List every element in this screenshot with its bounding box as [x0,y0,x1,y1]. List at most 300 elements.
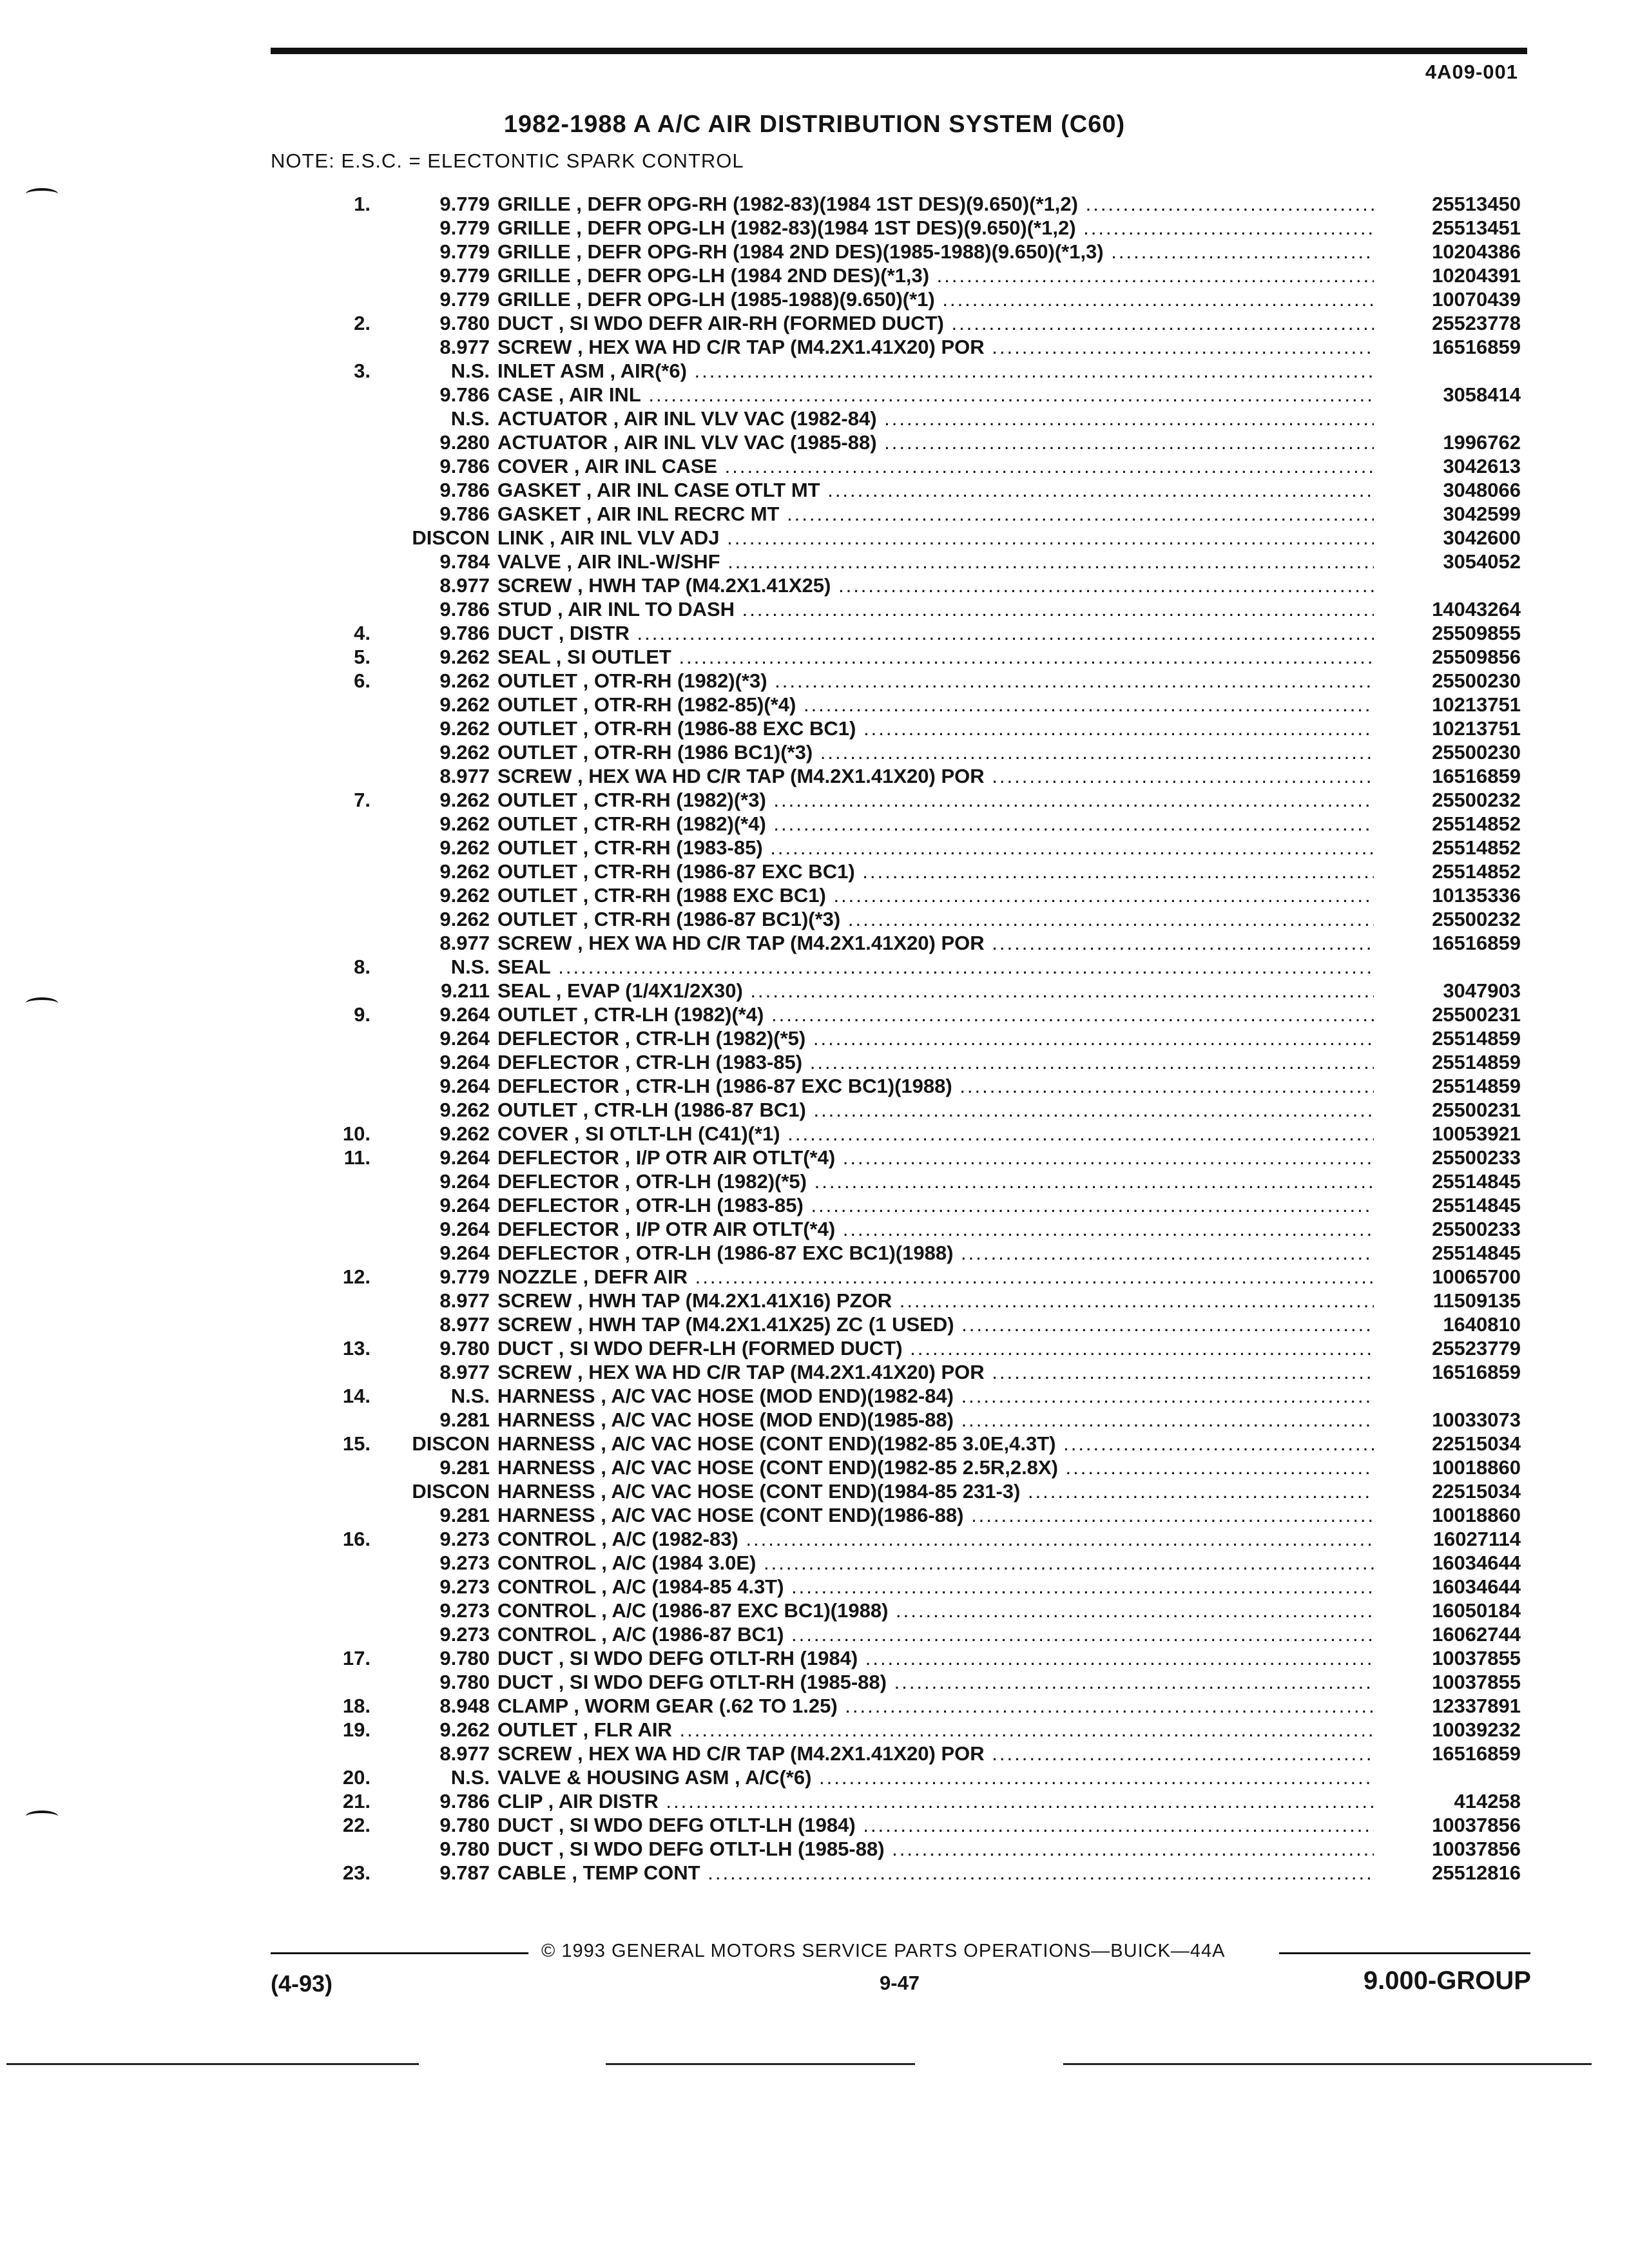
part-ref-number: 23. [342,1861,371,1884]
part-description: OUTLET , OTR-RH (1982)(*3) ..... [497,669,1374,693]
part-number: 25514859 [1432,1027,1521,1050]
part-description: DEFLECTOR , CTR-LH (1983-85) ..... [497,1050,1374,1074]
part-group-number: N.S. [450,1385,490,1407]
part-row [271,1551,1521,1575]
part-number: 25514852 [1432,812,1521,835]
margin-mark [26,188,58,200]
part-group-number: 9.779 [439,1265,490,1288]
part-description: DEFLECTOR , OTR-LH (1986-87 EXC BC1)(1988) ..... [497,1241,1374,1265]
part-group-number: 9.784 [439,550,490,573]
part-description: OUTLET , CTR-RH (1982)(*3) ..... [497,788,1374,812]
part-description: DUCT , SI WDO DEFR-LH (FORMED DUCT) ..... [497,1336,1374,1360]
part-row [271,931,1521,955]
part-group-number: 9.779 [439,264,490,287]
part-number: 10039232 [1432,1718,1521,1741]
part-group-number: 9.264 [439,1170,490,1193]
part-description: OUTLET , OTR-RH (1982-85)(*4) ..... [497,693,1374,716]
part-ref-number: 12. [342,1265,371,1288]
part-description: DUCT , SI WDO DEFR AIR-RH (FORMED DUCT) ..... [497,311,1374,335]
part-number: 25523779 [1432,1337,1521,1360]
part-group-number: 9.780 [439,1647,490,1669]
part-description: COVER , SI OTLT-LH (C41)(*1) ..... [497,1122,1374,1146]
part-description: GRILLE , DEFR OPG-LH (1985-1988)(9.650)(*1) ..... [497,287,1374,311]
top-rule [271,48,1527,54]
part-ref-number: 10. [342,1122,371,1145]
part-description: SCREW , HEX WA HD C/R TAP (M4.2X1.41X20) POR ..... [497,764,1374,788]
part-number: 25500233 [1432,1218,1521,1240]
part-ref-number: 21. [342,1790,371,1812]
part-description: OUTLET , CTR-LH (1982)(*4) ..... [497,1003,1374,1026]
part-group-number: DISCON [412,526,490,549]
part-group-number: 9.780 [439,1838,490,1860]
part-ref-number: 18. [342,1695,371,1717]
part-description: SCREW , HEX WA HD C/R TAP (M4.2X1.41X20) POR ..... [497,335,1374,359]
part-description: SEAL ..... [497,955,1374,979]
part-row [271,454,1521,478]
part-description: CASE , AIR INL ..... [497,383,1374,407]
footer-copyright: © 1993 GENERAL MOTORS SERVICE PARTS OPERATIONS—BUICK—44A [541,1941,1226,1961]
part-row [271,1742,1521,1765]
part-group-number: 9.262 [439,741,490,764]
part-number: 25513450 [1432,193,1521,215]
part-number: 25514859 [1432,1075,1521,1097]
part-group-number: 9.262 [439,884,490,907]
part-description: ACTUATOR , AIR INL VLV VAC (1985-88) ..... [497,430,1374,454]
part-group-number: 9.262 [439,836,490,859]
part-number: 10018860 [1432,1504,1521,1526]
part-number: 22515034 [1432,1432,1521,1455]
part-description: HARNESS , A/C VAC HOSE (MOD END)(1982-84) ..... [497,1384,1374,1408]
part-group-number: 9.262 [439,812,490,835]
part-row [271,788,1521,812]
part-group-number: 9.262 [439,717,490,740]
part-row [271,573,1521,597]
part-description: SCREW , HEX WA HD C/R TAP (M4.2X1.41X20) POR ..... [497,1742,1374,1765]
part-group-number: N.S. [450,956,490,978]
part-group-number: 9.787 [439,1861,490,1884]
part-group-number: 9.779 [439,193,490,215]
part-group-number: 9.264 [439,1075,490,1097]
part-ref-number: 13. [342,1337,371,1360]
part-row [271,1289,1521,1312]
footer-page-number: 9-47 [880,1972,920,1994]
part-number: 12337891 [1432,1695,1521,1717]
part-description: CONTROL , A/C (1984 3.0E) ..... [497,1551,1374,1575]
part-row [271,359,1521,383]
bottom-rule [1063,2063,1592,2065]
part-number: 25500231 [1432,1003,1521,1026]
part-group-number: 9.264 [439,1051,490,1073]
part-description: SCREW , HWH TAP (M4.2X1.41X16) PZOR ..... [497,1289,1374,1312]
part-group-number: 9.273 [439,1623,490,1646]
part-ref-number: 4. [354,622,371,644]
part-group-number: 8.948 [439,1695,490,1717]
part-row [271,311,1521,335]
part-group-number: 9.779 [439,216,490,239]
part-group-number: N.S. [450,1766,490,1789]
part-group-number: 9.786 [439,598,490,620]
part-group-number: 9.262 [439,789,490,811]
part-number: 11509135 [1432,1289,1521,1312]
part-number: 25514859 [1432,1051,1521,1073]
part-ref-number: 8. [354,956,371,978]
part-row [271,1169,1521,1193]
part-description: HARNESS , A/C VAC HOSE (MOD END)(1985-88) ..... [497,1408,1374,1432]
part-ref-number: 17. [342,1647,371,1669]
part-row [271,883,1521,907]
part-group-number: 9.786 [439,622,490,644]
part-ref-number: 14. [342,1385,371,1407]
part-row [271,1265,1521,1289]
part-group-number: 9.262 [439,860,490,883]
part-number: 16050184 [1432,1599,1521,1622]
part-group-number: 9.262 [439,646,490,668]
part-description: CLAMP , WORM GEAR (.62 TO 1.25) ..... [497,1694,1374,1718]
part-group-number: 9.264 [439,1003,490,1026]
part-ref-number: 5. [354,646,371,668]
part-row [271,1336,1521,1360]
part-description: HARNESS , A/C VAC HOSE (CONT END)(1982-85 2.5R,2.8X) ..... [497,1456,1374,1479]
part-description: OUTLET , FLR AIR ..... [497,1718,1374,1742]
footer-group: 9.000-GROUP [1363,1966,1531,1995]
footer-date: (4-93) [271,1970,333,1997]
part-row [271,550,1521,573]
part-group-number: 9.786 [439,383,490,406]
part-number: 25500232 [1432,789,1521,811]
part-description: SCREW , HWH TAP (M4.2X1.41X25) ZC (1 USED) ..... [497,1312,1374,1336]
part-description: VALVE , AIR INL-W/SHF ..... [497,550,1374,573]
part-group-number: 9.786 [439,455,490,477]
part-group-number: DISCON [412,1432,490,1455]
part-description: HARNESS , A/C VAC HOSE (CONT END)(1984-85 231-3) ..... [497,1479,1374,1503]
part-description: HARNESS , A/C VAC HOSE (CONT END)(1982-85 3.0E,4.3T) ..... [497,1432,1374,1456]
bottom-rule [6,2063,419,2065]
part-number: 10204386 [1432,240,1521,263]
part-row [271,526,1521,550]
part-row [271,1670,1521,1694]
part-group-number: 9.273 [439,1599,490,1622]
part-number: 10070439 [1432,288,1521,311]
part-number: 25509855 [1432,622,1521,644]
footer-rule-left [271,1952,528,1954]
part-group-number: 8.977 [439,765,490,787]
part-row [271,383,1521,407]
part-row [271,1694,1521,1718]
part-ref-number: 6. [354,669,371,692]
part-group-number: 9.211 [441,979,490,1002]
part-group-number: 8.977 [439,574,490,597]
part-description: DEFLECTOR , CTR-LH (1986-87 EXC BC1)(1988) ..... [497,1074,1374,1098]
part-row [271,1456,1521,1479]
part-description: OUTLET , CTR-RH (1988 EXC BC1) ..... [497,883,1374,907]
part-description: STUD , AIR INL TO DASH ..... [497,597,1374,621]
part-number: 25509856 [1432,646,1521,668]
part-row [271,812,1521,836]
part-description: DEFLECTOR , OTR-LH (1983-85) ..... [497,1193,1374,1217]
part-row [271,955,1521,979]
part-row [271,645,1521,669]
part-row [271,1312,1521,1336]
part-description: CABLE , TEMP CONT ..... [497,1861,1374,1885]
part-group-number: 8.977 [439,932,490,954]
part-number: 10018860 [1432,1456,1521,1479]
part-row [271,1241,1521,1265]
part-group-number: 9.262 [439,1099,490,1121]
part-number: 10135336 [1432,884,1521,907]
part-number: 10037856 [1432,1838,1521,1860]
part-description: SCREW , HEX WA HD C/R TAP (M4.2X1.41X20) POR ..... [497,931,1374,955]
part-ref-number: 15. [342,1432,371,1455]
part-row [271,1193,1521,1217]
part-row [271,1098,1521,1122]
part-description: INLET ASM , AIR(*6) ..... [497,359,1374,383]
part-row [271,1646,1521,1670]
part-group-number: 9.262 [439,908,490,930]
part-number: 25500231 [1432,1099,1521,1121]
part-row [271,1527,1521,1551]
part-group-number: 9.786 [439,479,490,501]
part-number: 16516859 [1432,1742,1521,1765]
part-number: 16516859 [1432,932,1521,954]
part-row [271,597,1521,621]
part-number: 16516859 [1432,336,1521,358]
part-row [271,1074,1521,1098]
part-group-number: 9.281 [439,1504,490,1526]
part-group-number: 9.786 [439,1790,490,1812]
part-number: 10213751 [1432,693,1521,716]
part-description: GRILLE , DEFR OPG-RH (1984 2ND DES)(1985-1988)(9.650)(*1,3) ..... [497,240,1374,264]
part-description: OUTLET , CTR-RH (1983-85) ..... [497,836,1374,860]
part-number: 25523778 [1432,312,1521,334]
part-number: 3047903 [1443,979,1521,1002]
part-description: CONTROL , A/C (1986-87 BC1) ..... [497,1622,1374,1646]
note: NOTE: E.S.C. = ELECTONTIC SPARK CONTROL [271,149,744,172]
part-number: 25514852 [1432,860,1521,883]
part-row [271,216,1521,240]
part-group-number: 9.262 [439,693,490,716]
part-description: DUCT , SI WDO DEFG OTLT-RH (1984) ..... [497,1646,1374,1670]
page-code: 4A09-001 [1425,61,1518,83]
part-ref-number: 11. [343,1146,371,1169]
part-number: 3042613 [1443,455,1521,477]
part-group-number: 9.264 [439,1218,490,1240]
part-number: 25500230 [1432,741,1521,764]
part-number: 414258 [1454,1790,1521,1812]
part-group-number: 9.264 [439,1242,490,1264]
part-number: 10065700 [1432,1265,1521,1288]
part-number: 10053921 [1432,1122,1521,1145]
part-description: OUTLET , OTR-RH (1986 BC1)(*3) ..... [497,740,1374,764]
part-number: 25500233 [1432,1146,1521,1169]
part-row [271,407,1521,430]
part-description: CLIP , AIR DISTR ..... [497,1789,1374,1813]
part-description: SCREW , HEX WA HD C/R TAP (M4.2X1.41X20) POR ..... [497,1360,1374,1384]
part-row [271,335,1521,359]
part-number: 16062744 [1432,1623,1521,1646]
part-description: CONTROL , A/C (1984-85 4.3T) ..... [497,1575,1374,1599]
part-ref-number: 19. [342,1718,371,1741]
part-row [271,478,1521,502]
part-description: SEAL , EVAP (1/4X1/2X30) ..... [497,979,1374,1003]
margin-mark [26,1811,58,1822]
part-group-number: 9.786 [439,503,490,525]
part-ref-number: 1. [354,193,371,215]
part-number: 3058414 [1443,383,1521,406]
part-row [271,1122,1521,1146]
part-number: 10037856 [1432,1814,1521,1836]
part-group-number: 8.977 [439,336,490,358]
part-number: 25514845 [1432,1242,1521,1264]
part-number: 16034644 [1432,1575,1521,1598]
part-row [271,240,1521,264]
part-number: 16034644 [1432,1552,1521,1574]
part-group-number: N.S. [450,360,490,382]
part-group-number: 9.280 [439,431,490,454]
part-description: OUTLET , CTR-LH (1986-87 BC1) ..... [497,1098,1374,1122]
part-group-number: N.S. [450,407,490,430]
part-description: DEFLECTOR , OTR-LH (1982)(*5) ..... [497,1169,1374,1193]
part-row [271,1384,1521,1408]
part-group-number: 8.977 [439,1313,490,1336]
part-number: 3042599 [1443,503,1521,525]
part-group-number: 9.273 [439,1528,490,1550]
part-group-number: 9.780 [439,312,490,334]
part-ref-number: 3. [354,360,371,382]
parts-list [271,192,1521,1885]
part-group-number: 9.281 [439,1456,490,1479]
part-row [271,1575,1521,1599]
part-description: GRILLE , DEFR OPG-LH (1984 2ND DES)(*1,3) ..... [497,264,1374,287]
part-row [271,502,1521,526]
part-row [271,1718,1521,1742]
part-row [271,1360,1521,1384]
part-description: GRILLE , DEFR OPG-LH (1982-83)(1984 1ST DES)(9.650)(*1,2) ..... [497,216,1374,240]
part-number: 25500232 [1432,908,1521,930]
part-row [271,740,1521,764]
part-row [271,1622,1521,1646]
part-row [271,1861,1521,1885]
part-number: 1996762 [1443,431,1521,454]
part-number: 25500230 [1432,669,1521,692]
part-number: 10037855 [1432,1647,1521,1669]
part-description: LINK , AIR INL VLV ADJ ..... [497,526,1374,550]
part-number: 25512816 [1432,1861,1521,1884]
part-row [271,907,1521,931]
part-row [271,1003,1521,1026]
part-description: DEFLECTOR , I/P OTR AIR OTLT(*4) ..... [497,1146,1374,1169]
part-row [271,1408,1521,1432]
part-group-number: 9.262 [439,669,490,692]
part-description: GASKET , AIR INL RECRC MT ..... [497,502,1374,526]
part-group-number: 9.281 [439,1408,490,1431]
part-row [271,979,1521,1003]
part-row [271,264,1521,287]
part-number: 10033073 [1432,1408,1521,1431]
part-description: OUTLET , CTR-RH (1986-87 EXC BC1) ..... [497,860,1374,883]
part-description: DUCT , SI WDO DEFG OTLT-LH (1985-88) ..... [497,1837,1374,1861]
part-row [271,1026,1521,1050]
part-number: 14043264 [1432,598,1521,620]
part-row [271,287,1521,311]
part-number: 25514852 [1432,836,1521,859]
part-group-number: 9.262 [439,1718,490,1741]
part-group-number: 9.780 [439,1814,490,1836]
part-group-number: 9.262 [439,1122,490,1145]
part-description: DEFLECTOR , I/P OTR AIR OTLT(*4) ..... [497,1217,1374,1241]
part-row [271,693,1521,716]
part-number: 25514845 [1432,1170,1521,1193]
part-group-number: 9.779 [439,240,490,263]
part-group-number: 8.977 [439,1361,490,1383]
part-group-number: 9.264 [439,1146,490,1169]
part-group-number: 9.780 [439,1671,490,1693]
bottom-rule [606,2063,915,2065]
part-row [271,669,1521,693]
part-description: NOZZLE , DEFR AIR ..... [497,1265,1374,1289]
part-description: SCREW , HWH TAP (M4.2X1.41X25) ..... [497,573,1374,597]
part-description: HARNESS , A/C VAC HOSE (CONT END)(1986-88) ..... [497,1503,1374,1527]
part-ref-number: 16. [342,1528,371,1550]
part-number: 3054052 [1443,550,1521,573]
part-number: 1640810 [1443,1313,1521,1336]
part-row [271,1789,1521,1813]
part-row [271,1765,1521,1789]
part-row [271,1432,1521,1456]
part-description: DUCT , DISTR ..... [497,621,1374,645]
part-description: DEFLECTOR , CTR-LH (1982)(*5) ..... [497,1026,1374,1050]
part-description: ACTUATOR , AIR INL VLV VAC (1982-84) ..... [497,407,1374,430]
part-description: GASKET , AIR INL CASE OTLT MT ..... [497,478,1374,502]
part-group-number: 9.264 [439,1194,490,1216]
part-row [271,1599,1521,1622]
part-description: DUCT , SI WDO DEFG OTLT-LH (1984) ..... [497,1813,1374,1837]
part-description: SEAL , SI OUTLET ..... [497,645,1374,669]
part-number: 3048066 [1443,479,1521,501]
part-description: VALVE & HOUSING ASM , A/C(*6) ..... [497,1765,1374,1789]
part-description: COVER , AIR INL CASE ..... [497,454,1374,478]
footer-rule-right [1279,1952,1530,1954]
part-number: 16027114 [1432,1528,1521,1550]
part-row [271,716,1521,740]
part-ref-number: 7. [354,789,371,811]
part-row [271,1837,1521,1861]
part-group-number: 9.780 [439,1337,490,1360]
part-number: 25514845 [1432,1194,1521,1216]
part-ref-number: 9. [354,1003,371,1026]
part-group-number: 9.273 [439,1575,490,1598]
part-row [271,1217,1521,1241]
part-number: 10037855 [1432,1671,1521,1693]
part-group-number: 8.977 [439,1289,490,1312]
part-row [271,1146,1521,1169]
part-description: GRILLE , DEFR OPG-RH (1982-83)(1984 1ST DES)(9.650)(*1,2) ..... [497,192,1374,216]
part-row [271,1050,1521,1074]
part-row [271,1503,1521,1527]
part-row [271,430,1521,454]
part-number: 16516859 [1432,765,1521,787]
part-row [271,621,1521,645]
part-description: DUCT , SI WDO DEFG OTLT-RH (1985-88) ..... [497,1670,1374,1694]
part-group-number: DISCON [412,1480,490,1503]
part-row [271,1479,1521,1503]
part-row [271,860,1521,883]
part-description: OUTLET , OTR-RH (1986-88 EXC BC1) ..... [497,716,1374,740]
part-ref-number: 20. [342,1766,371,1789]
part-number: 22515034 [1432,1480,1521,1503]
part-group-number: 9.273 [439,1552,490,1574]
part-description: CONTROL , A/C (1986-87 EXC BC1)(1988) ..... [497,1599,1374,1622]
page-title: 1982-1988 A A/C AIR DISTRIBUTION SYSTEM (C60) [503,111,1126,138]
